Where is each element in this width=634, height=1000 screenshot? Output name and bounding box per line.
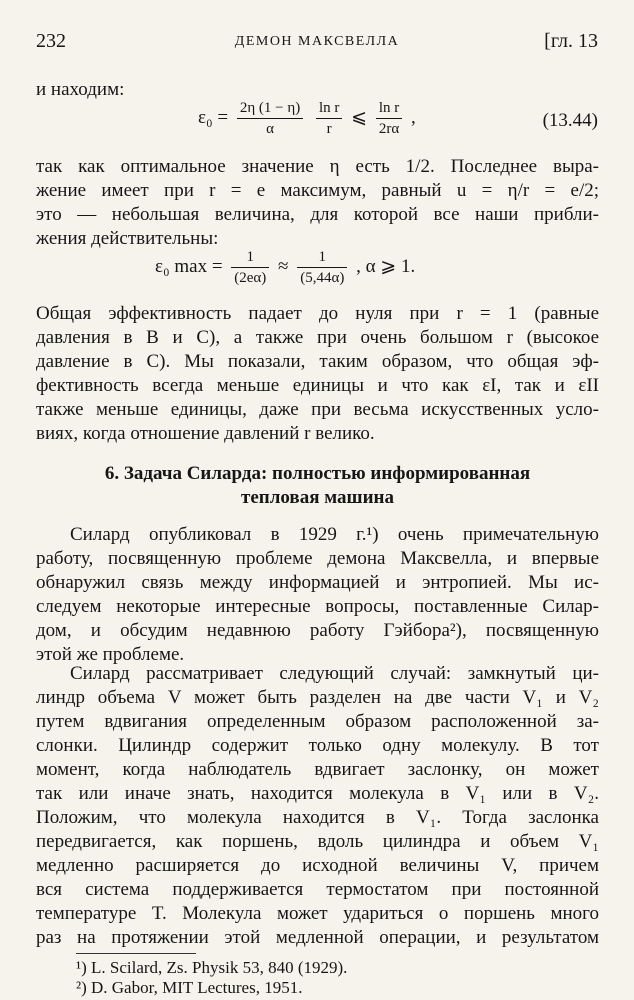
chapter-label: [гл. 13	[544, 30, 598, 52]
equation-number: (13.44)	[542, 110, 598, 131]
eq1-lhs: ε₀ =	[198, 106, 229, 128]
eq2-approx: ≈	[278, 255, 289, 277]
para3-line: дом, и обсудим недавнюю работу Гэйбора²), посвященную	[36, 620, 599, 641]
para4-line: линдр объема V может быть разделен на две части V₁ и V₂	[36, 687, 599, 708]
eq2-lhs: ε₀ max =	[155, 255, 223, 277]
para4-line: раз на протяжении этой медленной операции, и результатом	[36, 927, 599, 948]
intro-text: и находим:	[36, 79, 125, 100]
para1-line: жение имеет при r = e максимум, равный u = η/r = e/2;	[36, 180, 599, 201]
section-heading-line-2: тепловая машина	[241, 487, 394, 508]
para2-line: фективность всегда меньше единицы и что как εI, так и εII	[36, 375, 599, 396]
para4-line: слонки. Цилиндр содержит только одну молекулу. В тот	[36, 735, 599, 756]
eq2-fraction-1	[231, 247, 269, 288]
para1-line: так как оптимальное значение η есть 1/2. Последнее выра-	[36, 156, 599, 177]
para2-line: также меньше единицы, даже при весьма искусственных усло-	[36, 399, 599, 420]
eq2-condition: , α ⩾ 1.	[356, 255, 416, 277]
page-header	[36, 30, 598, 60]
para2-line: виях, когда отношение давлений r велико.	[36, 423, 375, 444]
section-heading-line-1: 6. Задача Силарда: полностью информированная	[104, 463, 531, 484]
eq1-frac3-denominator: 2rα	[378, 121, 400, 137]
para2-line: давление в C). Мы показали, таким образом, что общая эф-	[36, 351, 599, 372]
running-title: ДЕМОН МАКСВЕЛЛА	[234, 34, 400, 49]
equation-13-44	[198, 98, 416, 139]
para4-line: Силард рассматривает следующий случай: замкнутый ци-	[70, 663, 599, 684]
equation-efficiency-max	[155, 247, 415, 288]
footnote-rule	[76, 953, 196, 954]
eq1-frac1-denominator: α	[266, 121, 274, 137]
eq1-tail: ,	[410, 106, 416, 128]
para2-line: Общая эффективность падает до нуля при r = 1 (равные	[36, 303, 599, 324]
para3-line: обнаружил связь между информацией и энтропией. Мы ис-	[36, 572, 599, 593]
para4-line: путем вдвигания определенным образом расположенной за-	[36, 711, 599, 732]
eq2-fraction-2	[297, 247, 347, 288]
eq1-frac3-numerator: ln r	[376, 98, 402, 119]
para1-line: жения действительны:	[36, 228, 219, 249]
para4-line: передвигается, как поршень, вдоль цилиндра и объем V₁	[36, 831, 599, 852]
eq1-fraction-1	[237, 98, 303, 139]
para3-line: Силард опубликовал в 1929 г.¹) очень примечательную	[70, 524, 599, 545]
eq1-fraction-2	[316, 98, 342, 139]
para4-line: так или иначе знать, находится молекула в V₁ или в V₂.	[36, 783, 599, 804]
para4-line: Положим, что молекула находится в V₁. Тогда заслонка	[36, 807, 599, 828]
para3-line: следуем некоторые интересные вопросы, поставленные Силар-	[36, 596, 599, 617]
eq1-frac2-numerator: ln r	[316, 98, 342, 119]
para4-line: вся система поддерживается термостатом при постоянной	[36, 879, 599, 900]
para3-line: этой же проблеме.	[36, 644, 185, 665]
para4-line: медленно расширяется до исходной величины V, причем	[36, 855, 599, 876]
eq2-frac2-denominator: (5,44α)	[300, 270, 345, 286]
eq1-frac2-denominator: r	[326, 121, 332, 137]
para4-line: момент, когда наблюдатель вдвигает заслонку, он может	[36, 759, 599, 780]
eq1-relation: ⩽	[351, 106, 368, 128]
para4-line: температуре T. Молекула может удариться о поршень много	[36, 903, 599, 924]
eq2-frac1-numerator: 1	[231, 247, 269, 268]
para1-line: это — небольшая величина, для которой все наши прибли-	[36, 204, 599, 225]
eq1-frac1-numerator: 2η (1 − η)	[237, 98, 303, 119]
para2-line: давления в B и C), а также при очень большом r (высокое	[36, 327, 599, 348]
footnote-1: ¹) L. Scilard, Zs. Physik 53, 840 (1929).	[76, 958, 348, 977]
eq1-fraction-3	[376, 98, 402, 139]
para3-line: работу, посвященную проблеме демона Максвелла, и впервые	[36, 548, 599, 569]
eq2-frac2-numerator: 1	[297, 247, 347, 268]
page-number: 232	[36, 30, 66, 52]
eq2-frac1-denominator: (2eα)	[234, 270, 267, 286]
footnote-2: ²) D. Gabor, MIT Lectures, 1951.	[76, 978, 303, 997]
